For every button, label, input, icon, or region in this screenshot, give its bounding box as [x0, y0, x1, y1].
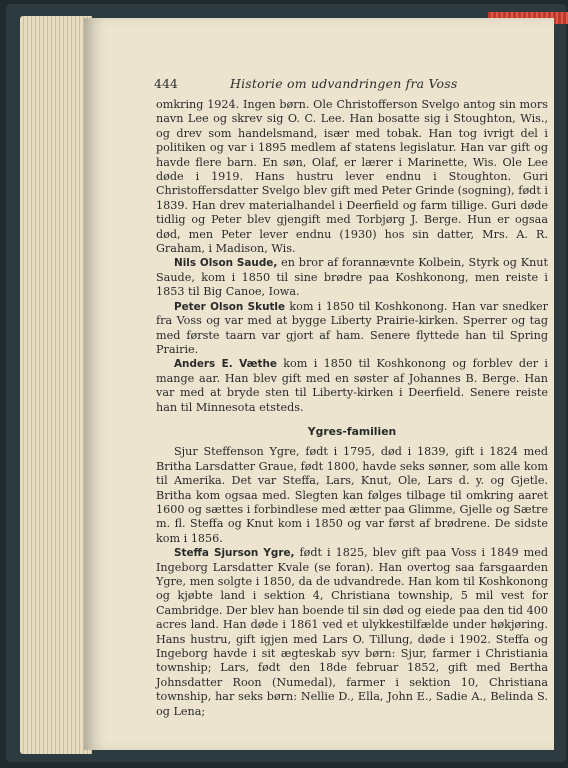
book-page: [84, 18, 554, 750]
running-title: Historie om udvandringen fra Voss: [230, 76, 458, 91]
paragraph: omkring 1924. Ingen børn. Ole Christofferson Svelgo antog sin mors navn Lee og skrev sig O. C. Lee. Han bosatte sig i Stoughton, Wis., og drev som handelsmand, især med tobak. Han tog ivrigt del i politiken og var i 1895 medlem af statens legislatur. Han var gift og havde flere barn. En søn, Olaf, er lærer i Marinette, Wis. Ole Lee døde i 1919. Hans hustru lever endnu i Stoughton. Guri Christoffersdatter Svelgo blev gift med Peter Grinde (sogning), født i 1839. Han drev materialhandel i Deerfield og farm tillige. Guri døde tidlig og Peter blev gjengift med Torbjørg J. Berge. Hun er ogsaa død, men Peter lever endnu (1930) hos sin datter, Mrs. A. R. Graham, i Madison, Wis.: [156, 98, 548, 256]
page-header: [154, 76, 514, 96]
paragraph: [156, 300, 548, 358]
section-title: Ygres-familien: [307, 424, 397, 438]
person-name: Nils Olson Saude,: [174, 257, 278, 270]
body-text: [156, 98, 548, 719]
paragraph-text: kom i 1850 til Koshkonong og forblev der i mange aar. Han blev gift med en søster af Johannes B. Berge. Han var med at bryde sten til Liberty-kirken i Deerfield. Senere reiste han til Minnesota etsteds.: [156, 357, 548, 414]
person-name: Peter Olson Skutle: [174, 300, 286, 313]
person-name: Steffa Sjurson Ygre,: [174, 547, 295, 560]
page-edges: [20, 16, 92, 754]
paragraph: [156, 357, 548, 415]
paragraph-text: kom i 1850 til Koshkonong. Han var snedker fra Voss og var med at bygge Liberty Prairie-kirken. Sperrer og tag med første taarn var gjort af ham. Senere flyttede han til Spring Prairie.: [156, 299, 548, 356]
page-number: 444: [154, 76, 178, 91]
paragraph-text: født i 1825, blev gift paa Voss i 1849 med Ingeborg Larsdatter Kvale (se foran). Han overtog saa farsgaarden Ygre, men solgte i 1850, da de udvandrede. Han kom til Koshkonong og kjøbte land i sektion 4, Christiana township, 5 mil vest for Cambridge. Der blev han boende til sin død og eiede paa den tid 400 acres land. Han døde i 1861 ved et ulykkestilfælde under høkjøring. Hans hustru, gift igjen med Lars O. Tillung, døde i 1902. Steffa og Ingeborg havde i sit ægteskab syv børn: Sjur, farmer i Christiania township; Lars, født den 18de februar 1852, gift med Bertha Johnsdatter Roon (Numedal), farmer i sektion 10, Christiana township, har seks børn: Nellie D., Ella, John E., Sadie A., Belinda S. og Lena;: [156, 546, 549, 718]
paragraph: Sjur Steffenson Ygre, født i 1795, død i 1839, gift i 1824 med Britha Larsdatter Graue, født 1800, havde seks sønner, som alle kom til Amerika. Det var Steffa, Lars, Knut, Ole, Lars d. y. og Gjetle. Britha kom ogsaa med. Slegten kan følges tilbage til omkring aaret 1600 og sættes i forbindlese med ætter paa Glimme, Gjelle og Sætre m. fl. Steffa og Knut kom i 1850 og var først af brødrene. De sidste kom i 1856.: [156, 445, 548, 545]
paragraph-text: en bror af forannævnte Kolbein, Styrk og Knut Saude, kom i 1850 til sine brødre paa Koshkonong, men reiste i 1853 til Big Canoe, Iowa.: [156, 256, 548, 299]
paragraph: [156, 256, 548, 299]
paragraph: [156, 546, 548, 719]
person-name: Anders E. Væthe: [174, 358, 277, 371]
